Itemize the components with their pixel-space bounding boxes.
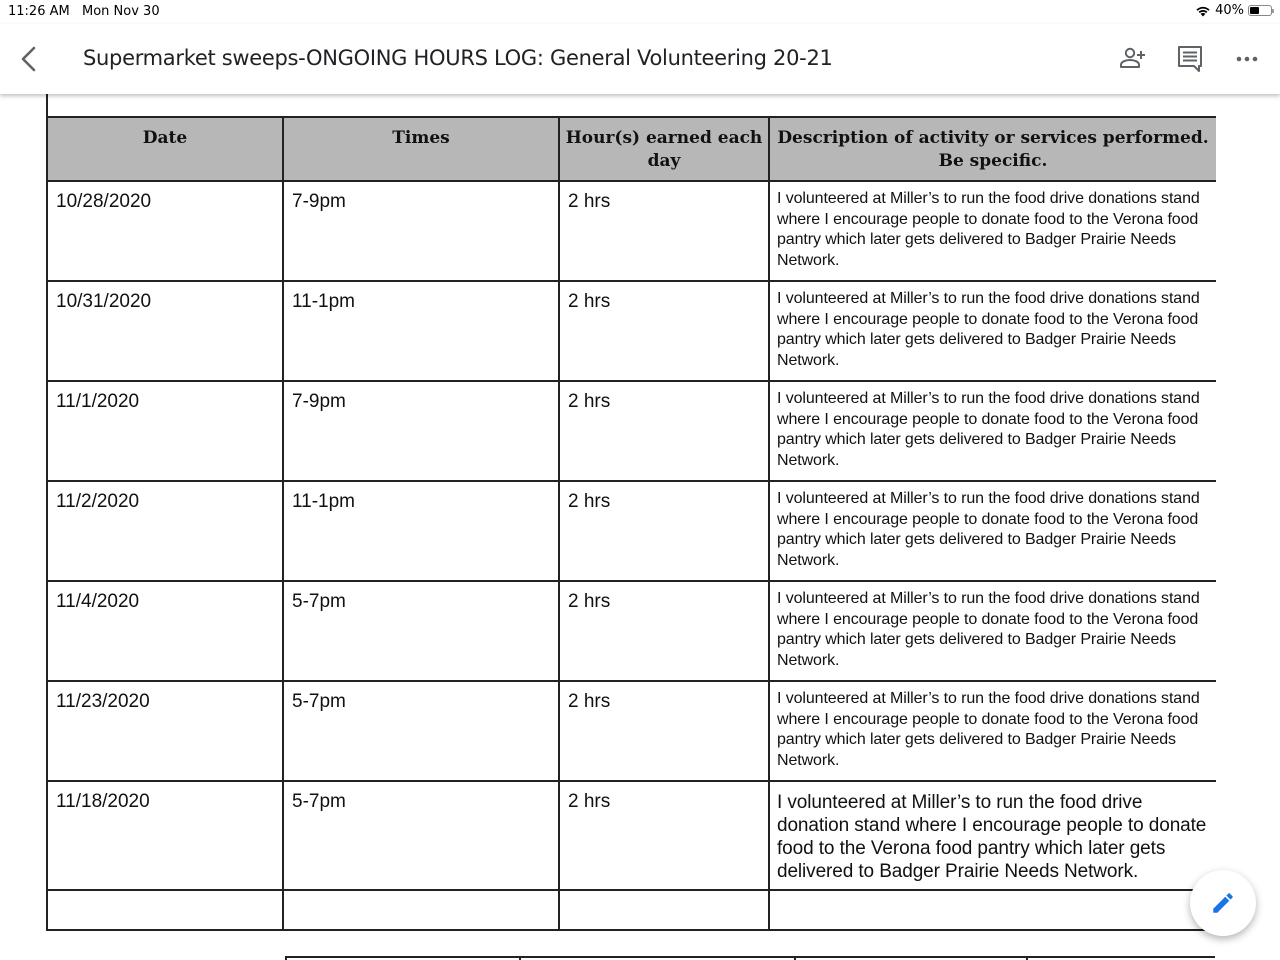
cell-date[interactable]: 11/2/2020 (47, 481, 283, 581)
cell-times[interactable]: 11-1pm (283, 481, 559, 581)
status-date: Mon Nov 30 (82, 4, 160, 19)
cell-date[interactable]: 11/1/2020 (47, 381, 283, 481)
more-horizontal-icon (1232, 44, 1262, 74)
battery-percent: 40% (1215, 3, 1244, 18)
cell-date[interactable]: 11/18/2020 (47, 781, 283, 890)
back-button[interactable] (14, 42, 44, 76)
more-options-button[interactable] (1232, 44, 1262, 74)
person-add-icon (1118, 44, 1148, 74)
table-row (47, 181, 1216, 281)
cell-empty[interactable] (559, 890, 769, 930)
header-times: Times (283, 117, 559, 181)
cell-date[interactable]: 10/31/2020 (47, 281, 283, 381)
table-row (47, 381, 1216, 481)
cell-hours[interactable]: 2 hrs (559, 181, 769, 281)
status-bar (0, 0, 1280, 24)
cell-times[interactable]: 11-1pm (283, 281, 559, 381)
cell-times[interactable]: 5-7pm (283, 681, 559, 781)
chevron-left-icon (14, 42, 44, 76)
cell-description[interactable]: I volunteered at Miller’s to run the food drive donations stand where I encourage people to donate food to the Verona food pantry which later gets delivered to Badger Prairie Needs Network. (769, 381, 1216, 481)
cell-date[interactable]: 11/4/2020 (47, 581, 283, 681)
table-row (47, 581, 1216, 681)
next-table-top (285, 956, 1215, 960)
header-date: Date (47, 117, 283, 181)
table-row (47, 281, 1216, 381)
wifi-icon (1195, 5, 1211, 17)
cell-hours[interactable]: 2 hrs (559, 781, 769, 890)
table-header-row (47, 117, 1216, 181)
cell-times[interactable]: 5-7pm (283, 781, 559, 890)
table-row (47, 781, 1216, 890)
document-canvas[interactable] (0, 94, 1280, 960)
cell-description[interactable]: I volunteered at Miller’s to run the food drive donations stand where I encourage people to donate food to the Verona food pantry which later gets delivered to Badger Prairie Needs Network. (769, 281, 1216, 381)
cell-description[interactable]: I volunteered at Miller’s to run the food drive donation stand where I encourage people to donate food to the Verona food pantry which later gets delivered to Badger Prairie Needs Network. (769, 781, 1216, 890)
document-title: Supermarket sweeps-ONGOING HOURS LOG: General Volunteering 20-21 (83, 46, 833, 70)
status-right (1195, 3, 1272, 18)
cell-empty[interactable] (47, 890, 283, 930)
cell-date[interactable]: 11/23/2020 (47, 681, 283, 781)
cell-hours[interactable]: 2 hrs (559, 681, 769, 781)
cell-times[interactable]: 7-9pm (283, 381, 559, 481)
cell-description[interactable]: I volunteered at Miller’s to run the food drive donations stand where I encourage people to donate food to the Verona food pantry which later gets delivered to Badger Prairie Needs Network. (769, 181, 1216, 281)
table-row (47, 681, 1216, 781)
hours-log-table (46, 116, 1216, 931)
cell-date[interactable]: 10/28/2020 (47, 181, 283, 281)
comment-icon (1175, 44, 1205, 74)
cell-empty[interactable] (769, 890, 1216, 930)
cell-times[interactable]: 5-7pm (283, 581, 559, 681)
cell-hours[interactable]: 2 hrs (559, 281, 769, 381)
cell-description[interactable]: I volunteered at Miller’s to run the food drive donations stand where I encourage people to donate food to the Verona food pantry which later gets delivered to Badger Prairie Needs Network. (769, 681, 1216, 781)
cell-hours[interactable]: 2 hrs (559, 581, 769, 681)
page-border (46, 94, 48, 118)
battery-icon (1248, 5, 1272, 16)
edit-fab-button[interactable] (1190, 870, 1256, 936)
battery-fill (1250, 7, 1259, 14)
header-hours: Hour(s) earned each day (559, 117, 769, 181)
table-row-empty (47, 890, 1216, 930)
cell-hours[interactable]: 2 hrs (559, 381, 769, 481)
cell-description[interactable]: I volunteered at Miller’s to run the food drive donations stand where I encourage people to donate food to the Verona food pantry which later gets delivered to Badger Prairie Needs Network. (769, 581, 1216, 681)
cell-hours[interactable]: 2 hrs (559, 481, 769, 581)
comments-button[interactable] (1175, 44, 1205, 74)
cell-times[interactable]: 7-9pm (283, 181, 559, 281)
header-description: Description of activity or services performed. Be specific. (769, 117, 1216, 181)
cell-description[interactable]: I volunteered at Miller’s to run the food drive donations stand where I encourage people to donate food to the Verona food pantry which later gets delivered to Badger Prairie Needs Network. (769, 481, 1216, 581)
edit-pencil-icon (1210, 890, 1236, 916)
status-time: 11:26 AM (8, 4, 70, 19)
share-button[interactable] (1118, 44, 1148, 74)
cell-empty[interactable] (283, 890, 559, 930)
app-bar (0, 24, 1280, 94)
table-row (47, 481, 1216, 581)
